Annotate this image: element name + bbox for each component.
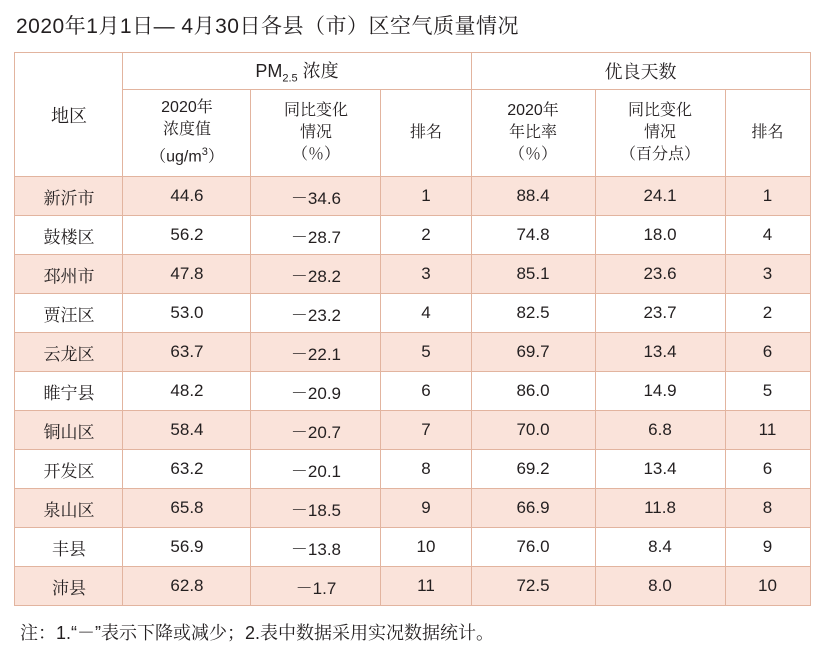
cell-pm-rank: 9 (381, 489, 471, 528)
column-header-pm25 (123, 53, 471, 90)
cell-pm-rank: 2 (381, 216, 471, 255)
cell-gd-change: 23.7 (595, 294, 725, 333)
gd-change-line3: （百分点） (619, 146, 700, 163)
cell-gd-rate: 69.2 (471, 450, 595, 489)
cell-gd-rank: 10 (725, 567, 810, 606)
cell-region: 沛县 (15, 567, 123, 606)
cell-gd-rank: 5 (725, 372, 810, 411)
cell-gd-change: 8.0 (595, 567, 725, 606)
page-title: 2020年1月1日— 4月30日各县（市）区空气质量情况 (16, 15, 519, 38)
table-row (15, 255, 810, 294)
cell-region: 贾汪区 (15, 294, 123, 333)
cell-gd-change: 18.0 (595, 216, 725, 255)
cell-pm-change: －23.2 (251, 294, 381, 333)
cell-pm-rank: 11 (381, 567, 471, 606)
table-row (15, 528, 810, 567)
pm-value-unit-end: ） (207, 148, 224, 166)
cell-pm-value: 56.9 (123, 528, 251, 567)
cell-gd-rate: 66.9 (471, 489, 595, 528)
cell-gd-rank: 4 (725, 216, 810, 255)
gd-rate-line3: （％） (508, 146, 557, 163)
column-header-gd-rank: 排名 (725, 90, 810, 177)
table-header (15, 53, 810, 177)
cell-region: 丰县 (15, 528, 123, 567)
table-row (15, 177, 810, 216)
air-quality-table (14, 52, 810, 606)
cell-gd-change: 24.1 (595, 177, 725, 216)
pm-change-line2: 情况 (299, 124, 332, 141)
cell-region: 邳州市 (15, 255, 123, 294)
cell-pm-change: －13.8 (251, 528, 381, 567)
cell-gd-rank: 1 (725, 177, 810, 216)
cell-region: 新沂市 (15, 177, 123, 216)
cell-pm-change: －22.1 (251, 333, 381, 372)
cell-gd-change: 6.8 (595, 411, 725, 450)
cell-pm-value: 58.4 (123, 411, 251, 450)
cell-region: 鼓楼区 (15, 216, 123, 255)
cell-gd-rate: 72.5 (471, 567, 595, 606)
pm25-label-post: 浓度 (297, 61, 339, 82)
cell-pm-rank: 5 (381, 333, 471, 372)
table-note: 注：1.“－”表示下降或减少；2.表中数据采用实况数据统计。 (20, 623, 495, 643)
cell-pm-value: 53.0 (123, 294, 251, 333)
pm-value-unit-pre: （ug/m (150, 148, 202, 166)
cell-region: 泉山区 (15, 489, 123, 528)
table-row (15, 294, 810, 333)
cell-gd-rate: 74.8 (471, 216, 595, 255)
cell-pm-change: －20.7 (251, 411, 381, 450)
cell-gd-rate: 70.0 (471, 411, 595, 450)
column-header-region: 地区 (15, 53, 123, 177)
cell-pm-change: －20.9 (251, 372, 381, 411)
cell-pm-rank: 6 (381, 372, 471, 411)
cell-pm-value: 63.2 (123, 450, 251, 489)
table-row (15, 372, 810, 411)
cell-gd-rank: 11 (725, 411, 810, 450)
column-header-pm-value (123, 90, 251, 177)
table-row (15, 411, 810, 450)
table-row (15, 489, 810, 528)
cell-pm-value: 65.8 (123, 489, 251, 528)
pm-change-line3: （％） (291, 146, 340, 163)
cell-gd-change: 13.4 (595, 450, 725, 489)
cell-region: 云龙区 (15, 333, 123, 372)
cell-gd-rank: 6 (725, 333, 810, 372)
gd-change-line1: 同比变化 (627, 102, 692, 119)
cell-gd-rate: 86.0 (471, 372, 595, 411)
table-body (15, 177, 810, 606)
cell-gd-rate: 82.5 (471, 294, 595, 333)
cell-pm-change: －28.7 (251, 216, 381, 255)
cell-region: 开发区 (15, 450, 123, 489)
cell-pm-change: －18.5 (251, 489, 381, 528)
cell-gd-rate: 85.1 (471, 255, 595, 294)
column-header-gd-change (595, 90, 725, 177)
cell-gd-change: 8.4 (595, 528, 725, 567)
pm-change-line1: 同比变化 (283, 102, 348, 119)
column-header-pm-change (251, 90, 381, 177)
cell-pm-change: －34.6 (251, 177, 381, 216)
cell-pm-change: －1.7 (251, 567, 381, 606)
table-row (15, 216, 810, 255)
gd-rate-line2: 年比率 (508, 124, 557, 141)
cell-pm-change: －20.1 (251, 450, 381, 489)
column-header-pm-rank: 排名 (381, 90, 471, 177)
cell-gd-change: 11.8 (595, 489, 725, 528)
column-header-gd-rate (471, 90, 595, 177)
cell-pm-value: 48.2 (123, 372, 251, 411)
cell-pm-value: 56.2 (123, 216, 251, 255)
cell-gd-rank: 6 (725, 450, 810, 489)
table-row (15, 450, 810, 489)
cell-pm-rank: 10 (381, 528, 471, 567)
cell-gd-rate: 69.7 (471, 333, 595, 372)
cell-pm-value: 62.8 (123, 567, 251, 606)
cell-gd-change: 13.4 (595, 333, 725, 372)
cell-pm-rank: 1 (381, 177, 471, 216)
cell-region: 睢宁县 (15, 372, 123, 411)
cell-pm-rank: 8 (381, 450, 471, 489)
gd-change-line2: 情况 (643, 124, 676, 141)
pm25-label-pre: PM (255, 61, 283, 82)
table-row (15, 567, 810, 606)
cell-pm-rank: 4 (381, 294, 471, 333)
cell-pm-rank: 7 (381, 411, 471, 450)
cell-pm-change: －28.2 (251, 255, 381, 294)
cell-gd-change: 23.6 (595, 255, 725, 294)
table-header-group-row (15, 53, 810, 90)
cell-pm-value: 47.8 (123, 255, 251, 294)
pm-value-line2: 浓度值 (162, 121, 211, 139)
cell-pm-value: 44.6 (123, 177, 251, 216)
cell-pm-rank: 3 (381, 255, 471, 294)
table-row (15, 333, 810, 372)
cell-gd-rank: 2 (725, 294, 810, 333)
cell-gd-rank: 3 (725, 255, 810, 294)
pm-value-line1: 2020年 (161, 99, 213, 117)
cell-gd-rate: 76.0 (471, 528, 595, 567)
cell-region: 铜山区 (15, 411, 123, 450)
column-header-good-days: 优良天数 (471, 53, 810, 90)
pm25-label-subscript: 2.5 (282, 72, 298, 85)
pm-value-unit-sup: 3 (201, 146, 208, 159)
pm-value-line3 (123, 141, 250, 168)
cell-gd-rank: 9 (725, 528, 810, 567)
gd-rate-line1: 2020年 (507, 102, 559, 119)
table-header-sub-row (15, 90, 810, 177)
cell-gd-rank: 8 (725, 489, 810, 528)
cell-gd-change: 14.9 (595, 372, 725, 411)
cell-gd-rate: 88.4 (471, 177, 595, 216)
cell-pm-value: 63.7 (123, 333, 251, 372)
